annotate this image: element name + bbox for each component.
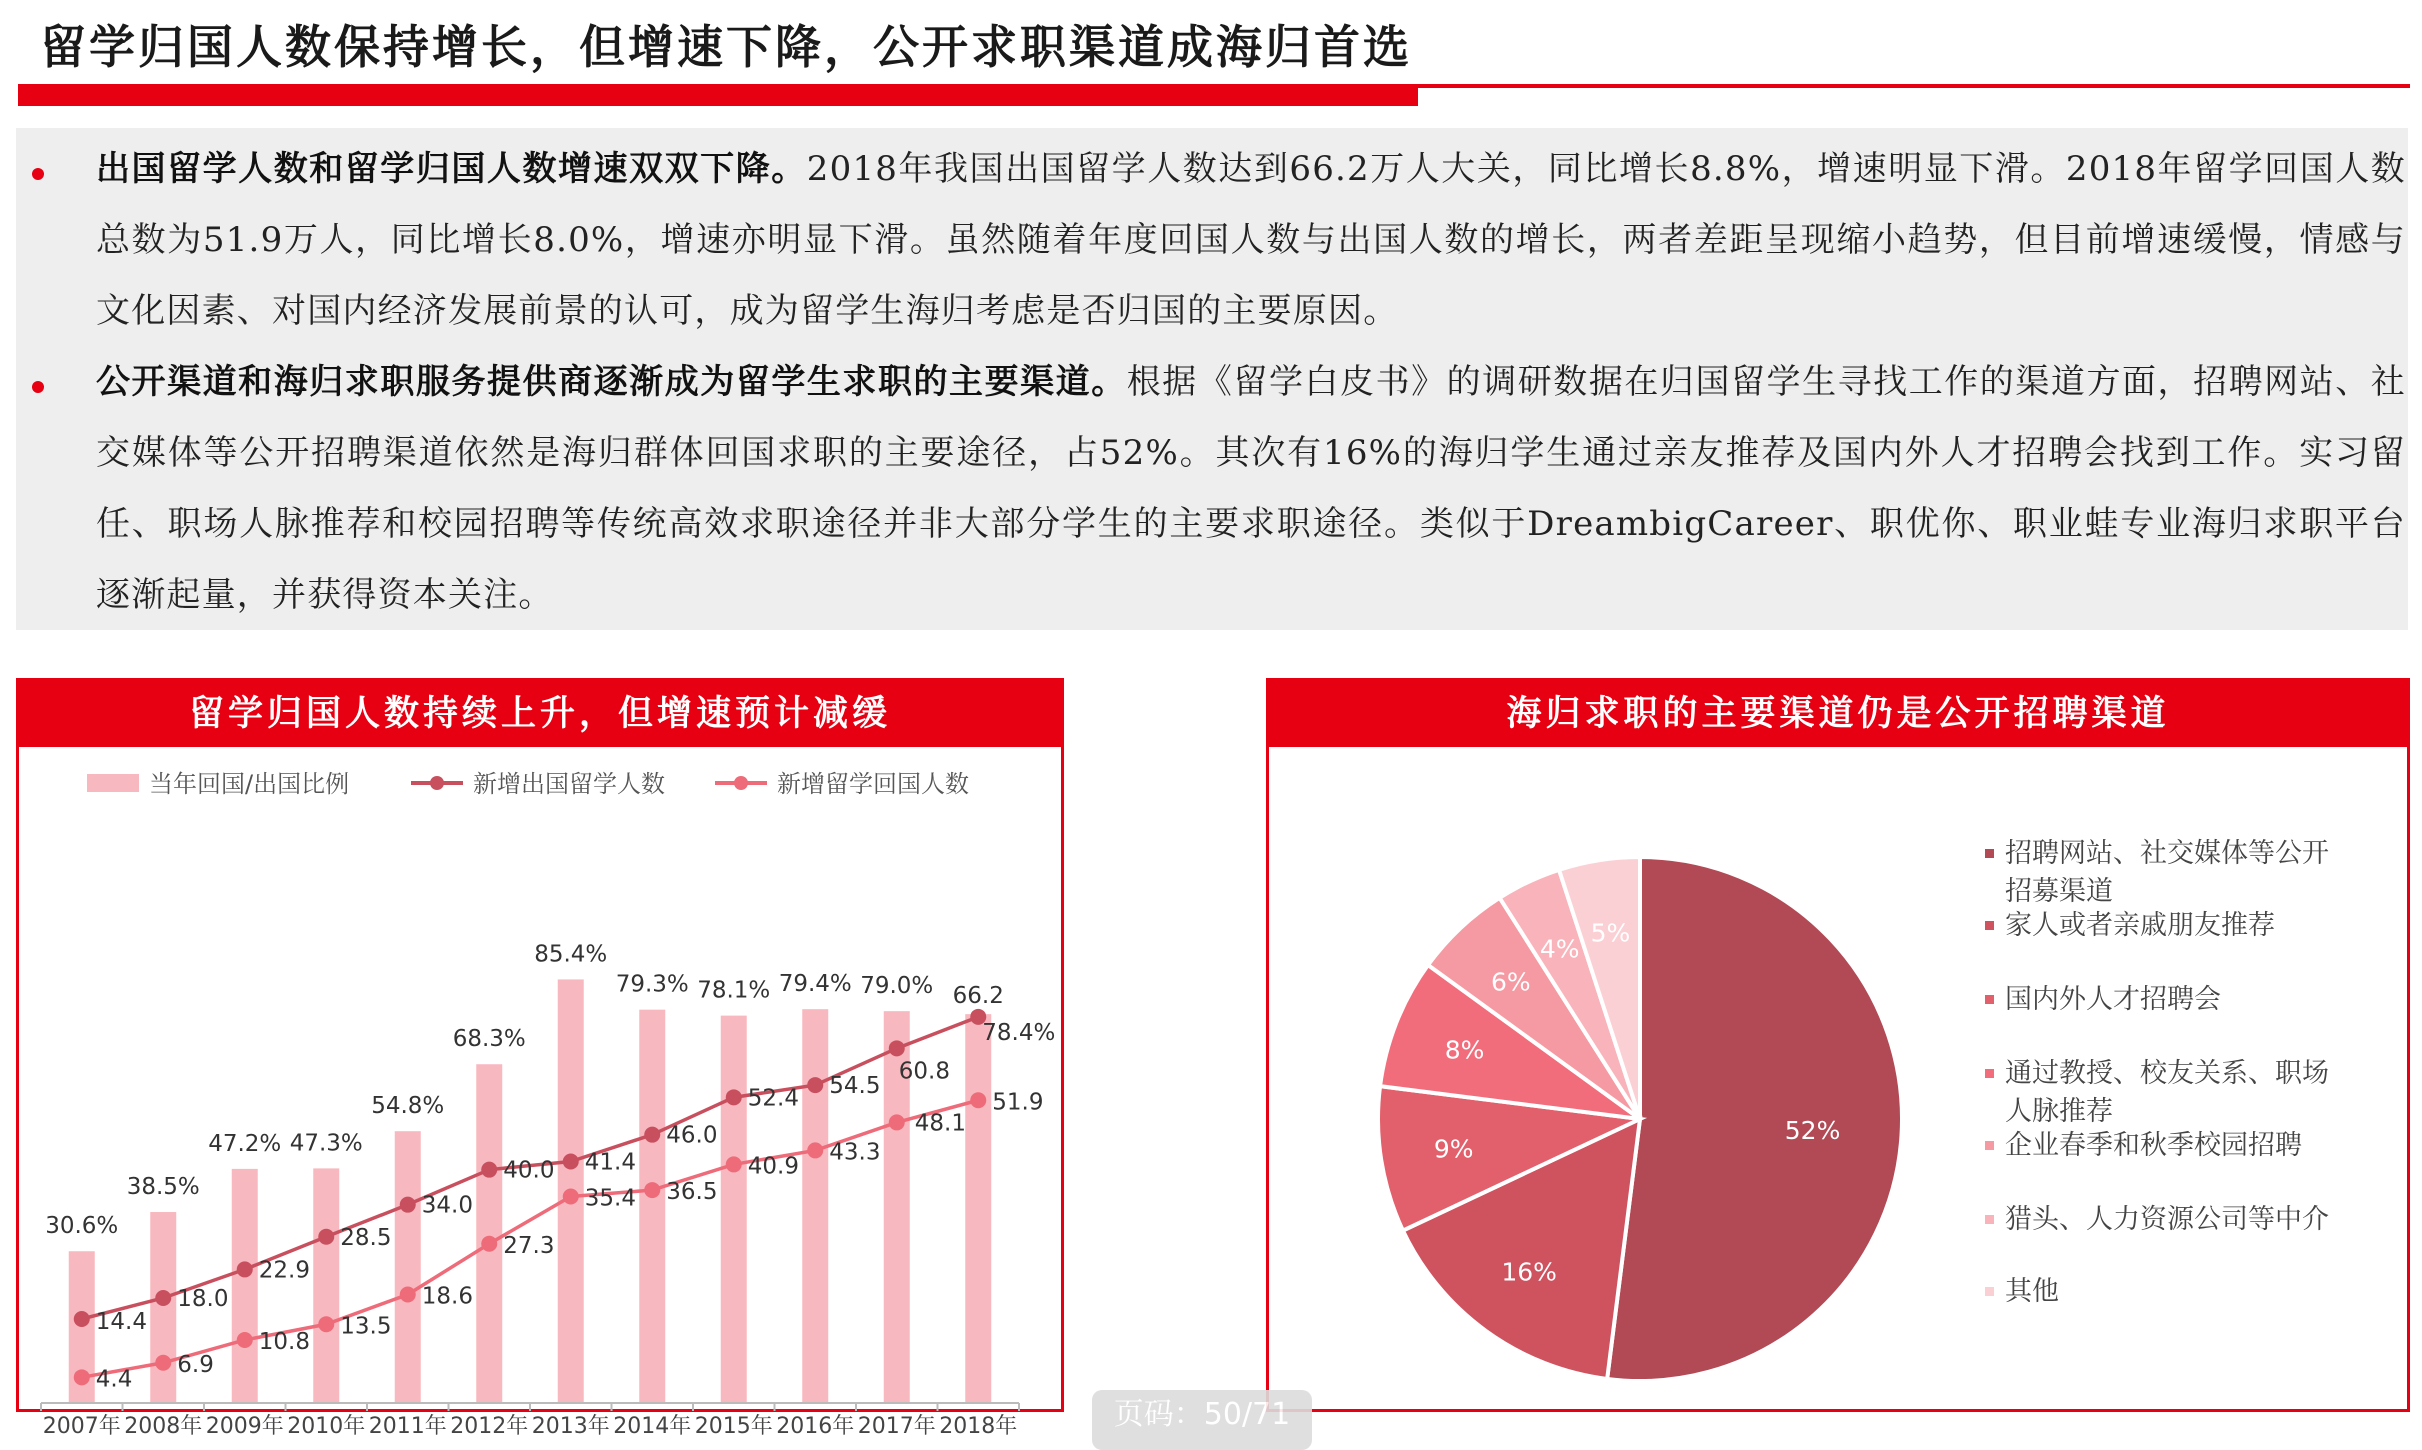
legend-label-line: 家人或者亲戚朋友推荐 [2005,910,2275,941]
trend-chart-header: 留学归国人数持续上升，但增速预计减缓 [19,681,1061,747]
ratio-bar-label: 79.0% [860,973,934,1000]
legend-swatch [1985,995,1994,1004]
x-tick-label: 2014年 [613,1414,692,1439]
pie-slice [1607,857,1902,1381]
outbound-students-point [237,1261,253,1277]
ratio-bar [395,1131,421,1403]
bullet-lead: 公开渠道和海归求职服务提供商逐渐成为留学生求职的主要渠道。 [96,362,1127,402]
returning-students-label: 18.6 [421,1283,473,1310]
outbound-students-point [563,1154,579,1170]
trend-chart-panel [16,678,1064,1439]
ratio-bar-label: 78.1% [697,977,771,1004]
ratio-bar-label: 47.2% [208,1130,282,1157]
legend-label-line: 招聘网站、社交媒体等公开 [2005,838,2329,869]
bullet-text [96,134,2406,347]
outbound-students-point [726,1089,742,1105]
x-tick-label: 2018年 [939,1414,1018,1439]
returning-students-label: 27.3 [503,1232,555,1259]
legend-label-line: 通过教授、校友关系、职场 [2005,1058,2329,1089]
legend-label-line: 国内外人才招聘会 [2005,984,2221,1015]
bullet-dot [32,168,44,180]
legend-label [2005,1204,2329,1235]
outbound-students-point [644,1127,660,1143]
page-title: 留学归国人数保持增长，但增速下降，公开求职渠道成海归首选 [40,20,1412,74]
bullet-lead: 出国留学人数和留学归国人数增速双双下降。 [96,149,807,189]
legend-label-line: 猎头、人力资源公司等中介 [2005,1204,2329,1235]
pie-slice-label: 6% [1491,967,1531,997]
outbound-students-point [889,1040,905,1056]
pie-slice-label: 5% [1590,918,1631,948]
x-tick-label: 2017年 [857,1414,936,1439]
bullet-body: 2018年我国出国留学人数达到66.2万人大关，同比增长8.8%，增速明显下滑。2018年留学回国人数总数为51.9万人，同比增长8.0%，增速亦明显下滑。虽然随着年度回国人数与出国人数的增长，两者差距呈现缩小趋势，但目前增速缓慢，情感与文化因素、对国内经济发展前景的认可，成为留学生海归考虑是否归国的主要原因。 [96,149,2406,331]
x-tick-label: 2009年 [205,1414,284,1439]
outbound-students-label: 18.0 [177,1286,229,1312]
page-number-badge: 页码：50/71 [1092,1390,1312,1450]
legend-label: 新增出国留学人数 [473,770,665,798]
returning-students-point [318,1316,334,1332]
outbound-students-point [74,1311,90,1327]
pie-slice-label: 9% [1433,1134,1474,1164]
returning-students-label: 36.5 [666,1179,718,1206]
ratio-bar [802,1009,828,1403]
legend-label [2005,1058,2329,1127]
outbound-students-point [155,1290,171,1306]
channel-chart-header: 海归求职的主要渠道仍是公开招聘渠道 [1269,681,2407,747]
legend-label-line: 企业春季和秋季校园招聘 [2005,1130,2302,1161]
legend-swatch [1985,921,1994,930]
pie-slice-label: 52% [1784,1115,1841,1145]
legend-label-line: 人脉推荐 [2005,1096,2113,1127]
returning-students-label: 35.4 [584,1185,636,1212]
ratio-bar [313,1168,339,1403]
outbound-students-label: 22.9 [258,1257,310,1284]
bullet-dot [32,381,44,393]
returning-students-label: 13.5 [340,1313,392,1340]
legend-label [2005,984,2221,1015]
outbound-students-point [400,1197,416,1213]
ratio-bar [965,1014,991,1403]
legend-swatch-marker [430,776,444,790]
pie-slice-label: 16% [1501,1257,1557,1287]
legend-swatch-marker [734,776,748,790]
returning-students-label: 43.3 [829,1139,881,1166]
returning-students-point [644,1182,660,1198]
legend-swatch [1985,849,1994,858]
x-tick-label: 2010年 [287,1414,366,1439]
ratio-bar [150,1212,176,1403]
ratio-bar-label: 38.5% [126,1174,200,1201]
returning-students-point [807,1142,823,1158]
x-tick-label: 2007年 [42,1414,121,1439]
ratio-bar-label: 30.6% [45,1213,119,1240]
legend-swatch-ratio-bar [87,774,139,792]
outbound-students-label: 52.4 [747,1085,799,1112]
returning-students-point [970,1092,986,1108]
legend-label [2005,1130,2302,1161]
returning-students-label: 6.9 [177,1351,214,1378]
ratio-bar-label: 54.8% [371,1093,445,1120]
returning-students-label: 51.9 [992,1089,1044,1116]
outbound-students-label: 40.0 [503,1157,555,1184]
legend-label: 当年回国/出国比例 [149,770,350,798]
legend-swatch [1985,1141,1994,1150]
returning-students-label: 10.8 [258,1329,310,1355]
ratio-bar-label: 47.3% [289,1130,363,1157]
ratio-bar-label: 68.3% [452,1026,526,1053]
returning-students-point [237,1332,253,1348]
pie-chart [1269,747,2407,1409]
bullet-body: 根据《留学白皮书》的调研数据在归国留学生寻找工作的渠道方面，招聘网站、社交媒体等公开招聘渠道依然是海归群体回国求职的主要途径，占52%。其次有16%的海归学生通过亲友推荐及国内外人才招聘会找到工作。实习留任、职场人脉推荐和校园招聘等传统高效求职途径并非大部分学生的主要求职途径。类似于DreambigCareer、职优你、职业蛙专业海归求职平台逐渐起量，并获得资本关注。 [96,362,2406,615]
x-tick-label: 2015年 [694,1414,773,1439]
bullet-text [96,347,2406,631]
ratio-bar-label: 78.4% [982,1020,1056,1047]
ratio-bar [232,1169,258,1403]
pie-slice-label: 4% [1539,934,1580,964]
outbound-students-point [318,1229,334,1245]
legend-swatch [1985,1215,1994,1224]
ratio-bar [721,1016,747,1403]
outbound-students-label: 60.8 [898,1058,950,1085]
legend-swatch [1985,1069,1994,1078]
outbound-students-label: 14.4 [95,1309,147,1335]
returning-students-label: 4.4 [95,1366,133,1393]
ratio-bar-label: 85.4% [534,941,608,968]
returning-students-point [74,1369,90,1385]
channel-chart-panel [1266,678,2410,1412]
pie-slice-label: 8% [1444,1035,1485,1065]
x-tick-label: 2011年 [368,1414,447,1439]
returning-students-point [481,1236,497,1252]
outbound-students-label: 28.5 [340,1224,392,1251]
outbound-students-label: 41.4 [584,1149,636,1176]
outbound-students-label: 34.0 [421,1192,473,1219]
ratio-bar-label: 79.3% [615,971,689,998]
legend-label [2005,910,2275,941]
x-tick-label: 2013年 [531,1414,610,1439]
x-tick-label: 2016年 [776,1414,855,1439]
ratio-bar-label: 79.4% [778,971,852,998]
summary-box [16,128,2408,630]
x-tick-label: 2008年 [124,1414,203,1439]
title-underline-accent [18,84,1418,106]
returning-students-point [400,1287,416,1303]
ratio-bar [476,1064,502,1403]
legend-label-line: 其他 [2005,1276,2059,1307]
outbound-students-label: 46.0 [666,1122,718,1149]
outbound-students-point [481,1162,497,1178]
returning-students-label: 48.1 [914,1110,966,1137]
x-tick-label: 2012年 [450,1414,529,1439]
outbound-students-label: 54.5 [829,1073,881,1100]
legend-label-line: 招募渠道 [2005,876,2113,907]
outbound-students-point [807,1077,823,1093]
returning-students-point [155,1355,171,1371]
returning-students-point [563,1189,579,1205]
outbound-students-label: 66.2 [952,982,1004,1009]
ratio-bar [639,1010,665,1403]
legend-label: 新增留学回国人数 [777,770,969,798]
returning-students-label: 40.9 [747,1153,799,1180]
legend-swatch [1985,1287,1994,1296]
legend-label [2005,838,2329,907]
legend-label [2005,1276,2059,1307]
returning-students-point [726,1156,742,1172]
returning-students-point [889,1114,905,1130]
combo-chart [19,747,1061,1439]
